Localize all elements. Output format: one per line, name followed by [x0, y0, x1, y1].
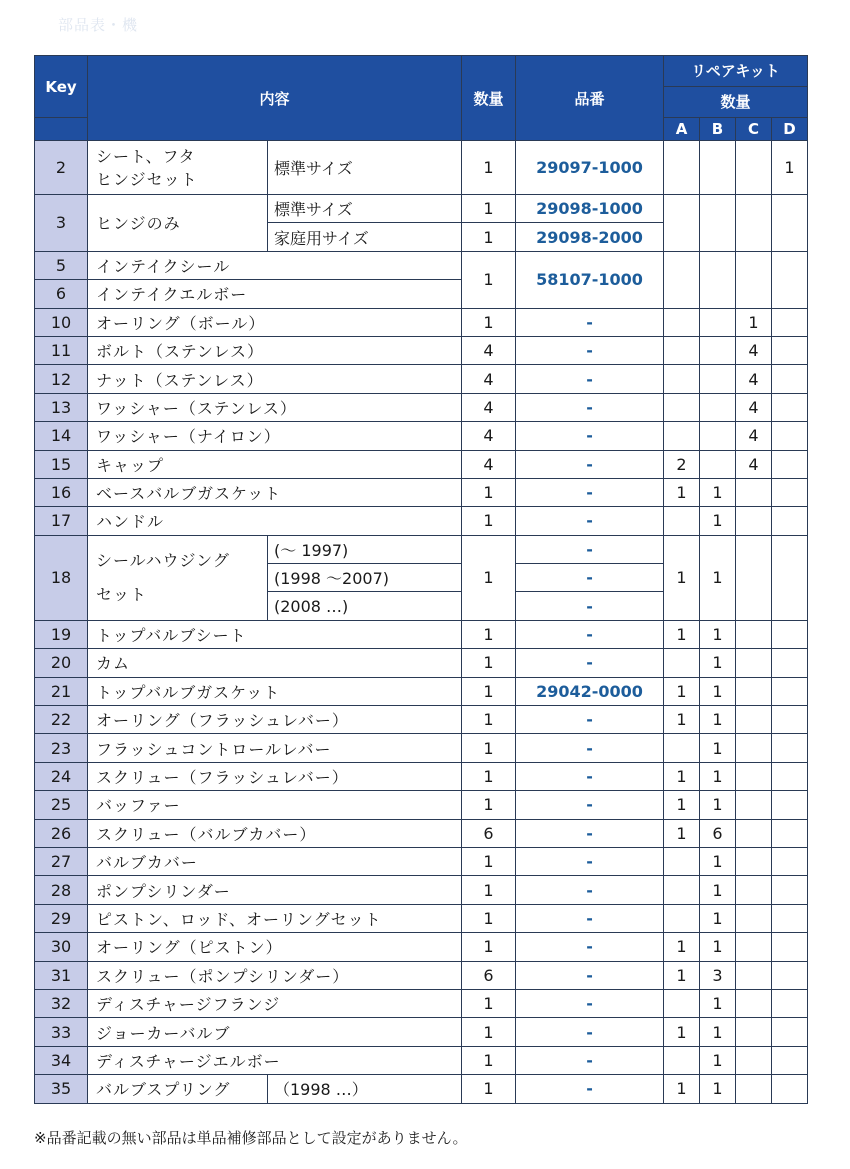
row-name-line1: シールハウジング — [96, 550, 230, 570]
row-qty: 1 — [462, 1046, 516, 1074]
row-key: 17 — [35, 507, 88, 535]
row-kit-d — [772, 507, 808, 535]
row-kit-c — [736, 734, 772, 762]
row-name: バルブスプリング — [88, 1075, 268, 1103]
row-key: 6 — [35, 280, 88, 308]
row-kit-d: 1 — [772, 141, 808, 195]
row-kit-b — [700, 141, 736, 195]
row-key: 20 — [35, 649, 88, 677]
row-kit-a — [664, 847, 700, 875]
row-key: 13 — [35, 393, 88, 421]
row-kit-a: 2 — [664, 450, 700, 478]
row-name-line1: シート、フタ — [96, 146, 196, 166]
row-kit-c — [736, 478, 772, 506]
row-kit-d — [772, 904, 808, 932]
row-key: 3 — [35, 195, 88, 252]
row-kit-c — [736, 507, 772, 535]
row-part-number: 29042-0000 — [516, 677, 664, 705]
row-key: 18 — [35, 535, 88, 620]
row-part-number: 29098-2000 — [516, 223, 664, 251]
row-kit-a: 1 — [664, 819, 700, 847]
row-kit-a: 1 — [664, 620, 700, 648]
row-name: ディスチャージエルボー — [88, 1046, 462, 1074]
row-kit-c — [736, 251, 772, 308]
row-kit-d — [772, 961, 808, 989]
row-kit-b: 1 — [700, 677, 736, 705]
row-kit-b — [700, 422, 736, 450]
row-kit-a: 1 — [664, 933, 700, 961]
row-kit-a — [664, 734, 700, 762]
row-part-number: - — [516, 847, 664, 875]
row-kit-a: 1 — [664, 677, 700, 705]
header-repair-kit — [664, 56, 808, 87]
row-part-number: - — [516, 791, 664, 819]
row-kit-c — [736, 677, 772, 705]
row-kit-a: 1 — [664, 478, 700, 506]
row-qty: 1 — [462, 649, 516, 677]
row-part-number: - — [516, 535, 664, 563]
row-name: ジョーカーバルブ — [88, 1018, 462, 1046]
row-name: ワッシャー（ステンレス） — [88, 393, 462, 421]
row-part-number: - — [516, 1046, 664, 1074]
row-qty: 1 — [462, 223, 516, 251]
row-name-line2: セット — [96, 584, 148, 604]
row-qty: 1 — [462, 195, 516, 223]
row-kit-c — [736, 706, 772, 734]
row-kit-a — [664, 365, 700, 393]
row-kit-c: 4 — [736, 393, 772, 421]
row-name: カム — [88, 649, 462, 677]
row-part-number: 29098-1000 — [516, 195, 664, 223]
row-kit-d — [772, 535, 808, 620]
row-kit-d — [772, 762, 808, 790]
row-kit-a: 1 — [664, 762, 700, 790]
row-key: 14 — [35, 422, 88, 450]
row-kit-c: 4 — [736, 365, 772, 393]
row-kit-c — [736, 535, 772, 620]
row-kit-a — [664, 195, 700, 252]
row-kit-a: 1 — [664, 535, 700, 620]
row-kit-c — [736, 141, 772, 195]
row-qty: 4 — [462, 450, 516, 478]
row-kit-b: 1 — [700, 507, 736, 535]
row-kit-d — [772, 251, 808, 308]
row-name: スクリュー（フラッシュレバー） — [88, 762, 462, 790]
row-key: 33 — [35, 1018, 88, 1046]
row-variant: (1998 ～2007) — [268, 564, 462, 592]
row-kit-a — [664, 422, 700, 450]
row-kit-c — [736, 762, 772, 790]
row-name: ベースバルブガスケット — [88, 478, 462, 506]
row-kit-d — [772, 847, 808, 875]
row-qty: 1 — [462, 989, 516, 1017]
row-kit-a — [664, 1046, 700, 1074]
row-kit-d — [772, 876, 808, 904]
row-kit-b: 1 — [700, 535, 736, 620]
row-variant: （1998 …） — [268, 1075, 462, 1103]
row-key: 15 — [35, 450, 88, 478]
row-part-number: - — [516, 989, 664, 1017]
row-key: 34 — [35, 1046, 88, 1074]
row-kit-c — [736, 1018, 772, 1046]
header-kit-qty: 数量 — [664, 87, 808, 118]
row-part-number: - — [516, 507, 664, 535]
row-name: ハンドル — [88, 507, 462, 535]
row-qty: 1 — [462, 904, 516, 932]
row-part-number: - — [516, 734, 664, 762]
row-kit-a: 1 — [664, 791, 700, 819]
row-variant: 標準サイズ — [268, 195, 462, 223]
row-part-number: - — [516, 649, 664, 677]
row-key: 2 — [35, 141, 88, 195]
row-kit-b: 1 — [700, 791, 736, 819]
row-key: 28 — [35, 876, 88, 904]
row-kit-c — [736, 1046, 772, 1074]
row-name: キャップ — [88, 450, 462, 478]
row-qty: 1 — [462, 847, 516, 875]
row-key: 26 — [35, 819, 88, 847]
row-part-number: - — [516, 478, 664, 506]
row-key: 12 — [35, 365, 88, 393]
row-qty: 4 — [462, 336, 516, 364]
row-part-number: - — [516, 819, 664, 847]
row-name: トップバルブガスケット — [88, 677, 462, 705]
row-kit-b: 1 — [700, 620, 736, 648]
row-kit-d — [772, 308, 808, 336]
row-kit-b — [700, 336, 736, 364]
row-qty: 1 — [462, 734, 516, 762]
row-qty: 1 — [462, 1018, 516, 1046]
row-name: インテイクシール — [88, 251, 462, 279]
row-kit-a — [664, 308, 700, 336]
row-name: オーリング（ボール） — [88, 308, 462, 336]
row-qty: 1 — [462, 1075, 516, 1103]
row-kit-d — [772, 989, 808, 1017]
row-kit-d — [772, 393, 808, 421]
row-kit-b: 6 — [700, 819, 736, 847]
row-kit-c — [736, 1075, 772, 1103]
row-part-number: - — [516, 450, 664, 478]
row-part-number: - — [516, 592, 664, 620]
row-kit-a: 1 — [664, 1018, 700, 1046]
row-kit-b: 1 — [700, 1018, 736, 1046]
row-kit-c — [736, 819, 772, 847]
row-kit-b: 1 — [700, 933, 736, 961]
row-kit-b: 1 — [700, 876, 736, 904]
row-kit-a — [664, 141, 700, 195]
row-kit-d — [772, 195, 808, 252]
row-qty: 1 — [462, 141, 516, 195]
row-key: 27 — [35, 847, 88, 875]
row-name: トップバルブシート — [88, 620, 462, 648]
row-kit-b — [700, 308, 736, 336]
row-kit-b — [700, 450, 736, 478]
row-key: 16 — [35, 478, 88, 506]
row-key: 21 — [35, 677, 88, 705]
row-kit-d — [772, 649, 808, 677]
row-key: 35 — [35, 1075, 88, 1103]
row-kit-c: 4 — [736, 336, 772, 364]
row-qty: 1 — [462, 791, 516, 819]
header-key: Key — [35, 56, 88, 118]
row-kit-b: 1 — [700, 649, 736, 677]
row-kit-d — [772, 1018, 808, 1046]
row-kit-a — [664, 904, 700, 932]
row-part-number: - — [516, 762, 664, 790]
row-part-number: - — [516, 336, 664, 364]
row-part-number: - — [516, 393, 664, 421]
row-name: オーリング（フラッシュレバー） — [88, 706, 462, 734]
row-kit-a — [664, 393, 700, 421]
row-qty: 4 — [462, 422, 516, 450]
row-key: 31 — [35, 961, 88, 989]
row-kit-a: 1 — [664, 1075, 700, 1103]
row-kit-b — [700, 365, 736, 393]
row-kit-c — [736, 933, 772, 961]
row-qty: 1 — [462, 251, 516, 308]
row-part-number: - — [516, 876, 664, 904]
row-qty: 1 — [462, 535, 516, 620]
row-name: バルブカバー — [88, 847, 462, 875]
row-variant: 標準サイズ — [268, 141, 462, 195]
header-repair-kit-label: リペアキット — [691, 62, 780, 80]
row-kit-d — [772, 734, 808, 762]
row-kit-b: 1 — [700, 1046, 736, 1074]
row-name: フラッシュコントロールレバー — [88, 734, 462, 762]
row-kit-a: 1 — [664, 706, 700, 734]
row-kit-a — [664, 649, 700, 677]
row-kit-d — [772, 791, 808, 819]
row-kit-d — [772, 933, 808, 961]
row-kit-d — [772, 478, 808, 506]
row-key: 23 — [35, 734, 88, 762]
header-qty: 数量 — [462, 56, 516, 141]
row-qty: 4 — [462, 365, 516, 393]
row-kit-c — [736, 904, 772, 932]
row-kit-b: 1 — [700, 904, 736, 932]
row-name: ナット（ステンレス） — [88, 365, 462, 393]
row-kit-d — [772, 819, 808, 847]
row-kit-c — [736, 876, 772, 904]
row-part-number: - — [516, 1075, 664, 1103]
row-kit-b: 1 — [700, 706, 736, 734]
row-kit-d — [772, 365, 808, 393]
row-kit-b: 1 — [700, 762, 736, 790]
row-kit-c — [736, 620, 772, 648]
row-variant: (～ 1997) — [268, 535, 462, 563]
row-kit-a — [664, 336, 700, 364]
row-name: ヒンジのみ — [88, 195, 268, 252]
header-kit-b: B — [700, 118, 736, 141]
row-kit-d — [772, 1075, 808, 1103]
row-kit-b — [700, 251, 736, 308]
row-part-number: - — [516, 961, 664, 989]
row-part-number: - — [516, 620, 664, 648]
row-name: ディスチャージフランジ — [88, 989, 462, 1017]
row-qty: 6 — [462, 819, 516, 847]
row-name: バッファー — [88, 791, 462, 819]
row-key: 5 — [35, 251, 88, 279]
row-kit-c: 4 — [736, 450, 772, 478]
row-part-number: - — [516, 933, 664, 961]
row-part-number: - — [516, 564, 664, 592]
row-variant: 家庭用サイズ — [268, 223, 462, 251]
row-kit-d — [772, 336, 808, 364]
header-kit-d: D — [772, 118, 808, 141]
row-kit-a — [664, 989, 700, 1017]
row-kit-d — [772, 677, 808, 705]
header-kit-c: C — [736, 118, 772, 141]
footnote: ※品番記載の無い部品は単品補修部品として設定がありません。 — [34, 1129, 468, 1147]
header-key-spacer — [35, 118, 88, 141]
row-kit-c: 4 — [736, 422, 772, 450]
row-key: 32 — [35, 989, 88, 1017]
row-part-number: 58107-1000 — [516, 251, 664, 308]
row-name: ポンプシリンダー — [88, 876, 462, 904]
row-kit-b: 1 — [700, 1075, 736, 1103]
row-name: オーリング（ピストン） — [88, 933, 462, 961]
row-part-number: - — [516, 422, 664, 450]
row-kit-a — [664, 876, 700, 904]
row-qty: 1 — [462, 933, 516, 961]
page-top-title: 部品表・機 — [58, 16, 139, 34]
row-kit-d — [772, 450, 808, 478]
row-key: 30 — [35, 933, 88, 961]
row-variant: (2008 …) — [268, 592, 462, 620]
row-qty: 4 — [462, 393, 516, 421]
row-name-line2: ヒンジセット — [96, 169, 198, 189]
row-kit-b: 1 — [700, 734, 736, 762]
parts-table — [34, 55, 808, 1104]
row-kit-c — [736, 989, 772, 1017]
row-qty: 1 — [462, 677, 516, 705]
row-part-number: - — [516, 706, 664, 734]
row-name: スクリュー（バルブカバー） — [88, 819, 462, 847]
row-key: 19 — [35, 620, 88, 648]
row-kit-b — [700, 195, 736, 252]
row-kit-c: 1 — [736, 308, 772, 336]
row-part-number: 29097-1000 — [516, 141, 664, 195]
header-kit-a: A — [664, 118, 700, 141]
header-content: 内容 — [88, 56, 462, 141]
row-kit-d — [772, 422, 808, 450]
row-part-number: - — [516, 365, 664, 393]
row-part-number: - — [516, 904, 664, 932]
row-name — [88, 141, 268, 195]
row-kit-b: 3 — [700, 961, 736, 989]
header-part-number: 品番 — [516, 56, 664, 141]
row-kit-c — [736, 847, 772, 875]
row-kit-b: 1 — [700, 478, 736, 506]
row-name: ワッシャー（ナイロン） — [88, 422, 462, 450]
row-name: ボルト（ステンレス） — [88, 336, 462, 364]
row-name: インテイクエルボー — [88, 280, 462, 308]
row-kit-c — [736, 961, 772, 989]
row-kit-d — [772, 706, 808, 734]
row-kit-b: 1 — [700, 989, 736, 1017]
row-qty: 6 — [462, 961, 516, 989]
row-qty: 1 — [462, 762, 516, 790]
row-part-number: - — [516, 1018, 664, 1046]
row-kit-a: 1 — [664, 961, 700, 989]
row-key: 11 — [35, 336, 88, 364]
row-qty: 1 — [462, 706, 516, 734]
row-name — [88, 535, 268, 620]
row-qty: 1 — [462, 308, 516, 336]
row-qty: 1 — [462, 507, 516, 535]
row-key: 10 — [35, 308, 88, 336]
row-qty: 1 — [462, 478, 516, 506]
row-kit-b: 1 — [700, 847, 736, 875]
row-name: スクリュー（ポンプシリンダー） — [88, 961, 462, 989]
row-key: 29 — [35, 904, 88, 932]
row-kit-c — [736, 649, 772, 677]
row-qty: 1 — [462, 620, 516, 648]
row-name: ピストン、ロッド、オーリングセット — [88, 904, 462, 932]
row-key: 24 — [35, 762, 88, 790]
row-key: 22 — [35, 706, 88, 734]
row-key: 25 — [35, 791, 88, 819]
row-kit-b — [700, 393, 736, 421]
row-kit-a — [664, 507, 700, 535]
row-kit-d — [772, 620, 808, 648]
row-qty: 1 — [462, 876, 516, 904]
row-kit-c — [736, 195, 772, 252]
row-kit-a — [664, 251, 700, 308]
row-kit-c — [736, 791, 772, 819]
row-part-number: - — [516, 308, 664, 336]
row-kit-d — [772, 1046, 808, 1074]
